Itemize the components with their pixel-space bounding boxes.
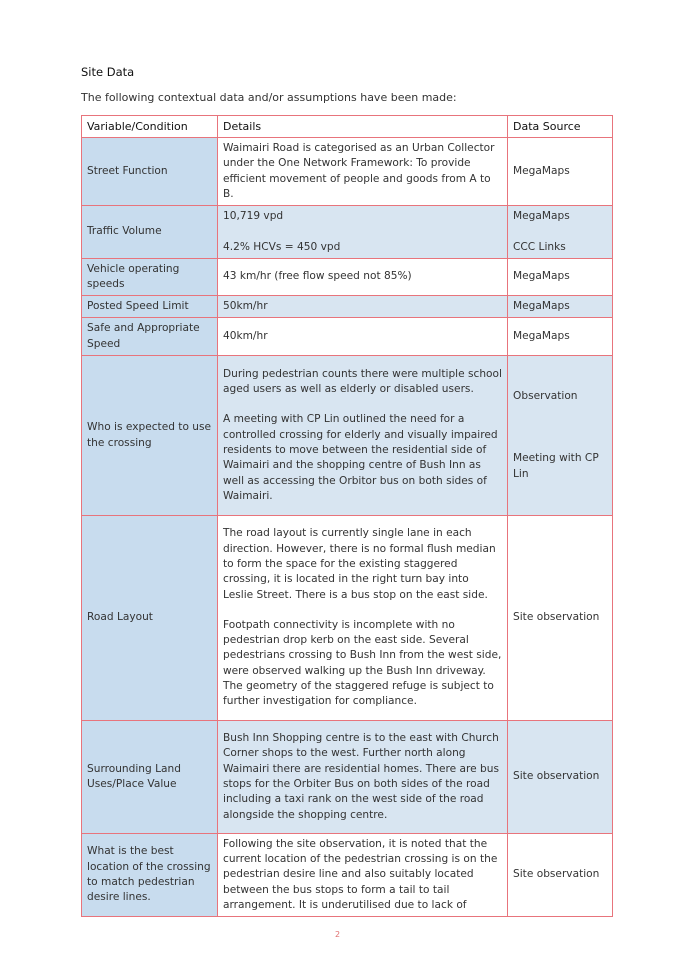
header-data-source: Data Source <box>508 116 613 138</box>
header-details: Details <box>218 116 508 138</box>
section-heading: Site Data <box>81 65 135 79</box>
table-row <box>82 834 613 917</box>
variable-cell: What is the best location of the crossing to match pedestrian desire lines. <box>82 834 218 917</box>
variable-cell: Road Layout <box>82 516 218 721</box>
table-row <box>82 259 613 296</box>
source-line: Observation <box>513 390 578 403</box>
details-cell: 43 km/hr (free flow speed not 85%) <box>218 259 508 296</box>
site-data-table <box>81 115 613 917</box>
detail-line: 10,719 vpd <box>223 210 284 223</box>
table-row <box>82 721 613 834</box>
variable-cell: Who is expected to use the crossing <box>82 356 218 516</box>
source-cell: MegaMaps <box>508 259 613 296</box>
source-cell: Site observation <box>508 834 613 917</box>
table-row <box>82 138 613 206</box>
variable-cell: Vehicle operating speeds <box>82 259 218 296</box>
intro-text: The following contextual data and/or assumptions have been made: <box>81 91 457 104</box>
detail-paragraph: During pedestrian counts there were multiple school aged users as well as elderly or disabled users. <box>223 367 502 396</box>
detail-paragraph: A meeting with CP Lin outlined the need for a controlled crossing for elderly and visually impaired residents to move between the residential side of Waimairi and the shopping centre of Bush Inn as well as accessing the Orbitor bus on both sides of Waimairi. <box>223 413 498 502</box>
table-row <box>82 296 613 318</box>
source-cell: MegaMaps <box>508 296 613 318</box>
source-cell <box>508 206 613 259</box>
variable-cell: Street Function <box>82 138 218 206</box>
details-cell <box>218 516 508 721</box>
source-line: MegaMaps <box>513 210 570 223</box>
table-row <box>82 356 613 516</box>
source-cell: Site observation <box>508 721 613 834</box>
header-variable: Variable/Condition <box>82 116 218 138</box>
source-line: Meeting with CP Lin <box>513 452 599 480</box>
source-cell: MegaMaps <box>508 318 613 356</box>
source-cell: MegaMaps <box>508 138 613 206</box>
details-cell: Following the site observation, it is noted that the current location of the pedestrian crossing is on the pedestrian desire line and also suitably located between the bus stops to form a tail to tail arrangement. It is underutilised due to lack of <box>218 834 508 917</box>
details-cell: Waimairi Road is categorised as an Urban Collector under the One Network Framework: To provide efficient movement of people and goods from A to B. <box>218 138 508 206</box>
page-number: 2 <box>334 930 341 939</box>
table-row <box>82 318 613 356</box>
source-cell: Site observation <box>508 516 613 721</box>
table-row <box>82 206 613 259</box>
detail-line: 4.2% HCVs = 450 vpd <box>223 240 341 253</box>
details-cell <box>218 206 508 259</box>
details-cell <box>218 356 508 516</box>
source-line: CCC Links <box>513 240 566 253</box>
details-cell: 50km/hr <box>218 296 508 318</box>
variable-cell: Surrounding Land Uses/Place Value <box>82 721 218 834</box>
detail-paragraph: Footpath connectivity is incomplete with no pedestrian drop kerb on the east side. Several pedestrians crossing to Bush Inn from the west side, were observed walking up the Bush Inn driveway. The geometry of the staggered refuge is subject to further investigation for compliance. <box>223 618 502 708</box>
variable-cell: Safe and Appropriate Speed <box>82 318 218 356</box>
table-header-row <box>82 116 613 138</box>
source-cell <box>508 356 613 516</box>
detail-paragraph: The road layout is currently single lane in each direction. However, there is no formal flush median to form the space for the existing staggered crossing, it is located in the right turn bay into Leslie Street. There is a bus stop on the east side. <box>223 527 496 601</box>
details-cell: 40km/hr <box>218 318 508 356</box>
variable-cell: Traffic Volume <box>82 206 218 259</box>
table-row <box>82 516 613 721</box>
variable-cell: Posted Speed Limit <box>82 296 218 318</box>
details-cell: Bush Inn Shopping centre is to the east with Church Corner shops to the west. Further north along Waimairi there are residential homes. There are bus stops for the Orbiter Bus on both sides of the road including a taxi rank on the west side of the road alongside the shopping centre. <box>218 721 508 834</box>
